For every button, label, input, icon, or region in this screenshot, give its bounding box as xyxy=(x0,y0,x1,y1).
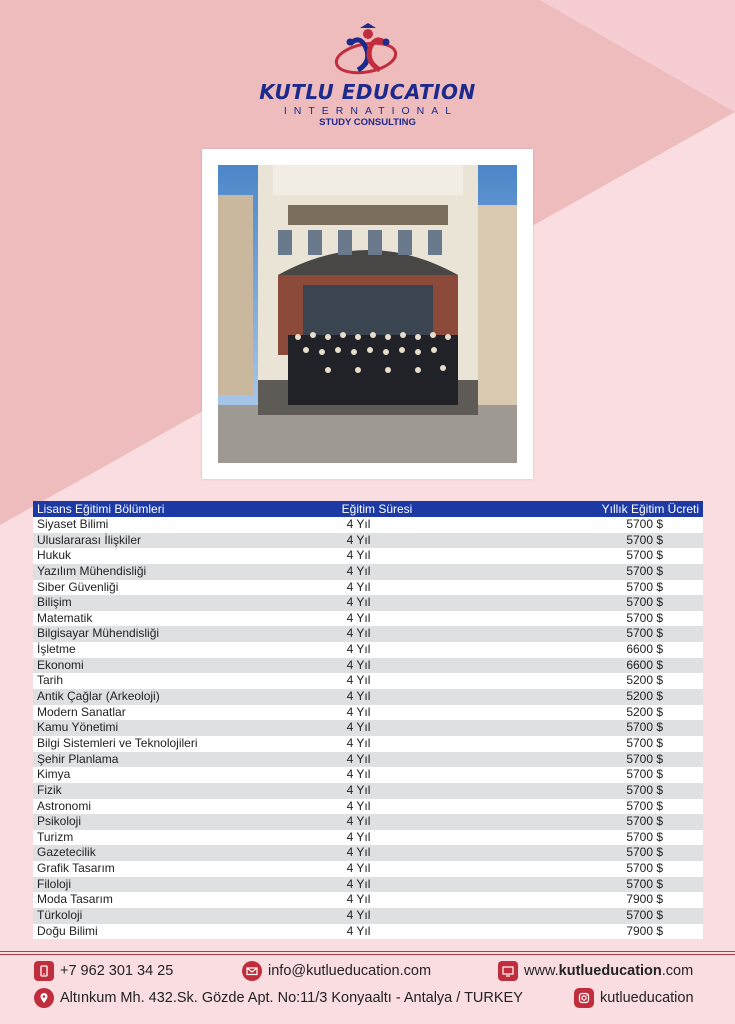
address-text: Altınkum Mh. 432.Sk. Gözde Apt. No:11/3 Konyaaltı - Antalya / TURKEY xyxy=(60,990,523,1006)
table-row xyxy=(33,845,703,861)
instagram-icon xyxy=(574,988,594,1008)
program-name: Türkoloji xyxy=(37,908,83,923)
website-prefix: www. xyxy=(524,963,559,979)
program-name: Uluslararası İlişkiler xyxy=(37,532,142,547)
program-name: Bilgisayar Mühendisliği xyxy=(37,626,160,641)
fee: 5700 $ xyxy=(626,532,664,547)
footer-phone[interactable] xyxy=(34,961,173,981)
duration: 4 Yıl xyxy=(346,610,371,625)
duration: 4 Yıl xyxy=(346,626,371,641)
program-name: Tarih xyxy=(37,673,64,688)
duration: 4 Yıl xyxy=(346,876,371,891)
location-icon xyxy=(34,988,54,1008)
table-row xyxy=(33,720,703,736)
fee: 5700 $ xyxy=(626,876,664,891)
web-icon xyxy=(498,961,518,981)
program-name: Yazılım Mühendisliği xyxy=(37,563,147,578)
program-name: Gazetecilik xyxy=(37,845,96,860)
fee: 5700 $ xyxy=(626,548,664,563)
program-name: Bilişim xyxy=(37,595,72,610)
header-program: Lisans Eğitimi Bölümleri xyxy=(37,502,165,516)
photo-frame xyxy=(202,149,533,479)
table-row xyxy=(33,861,703,877)
program-name: Turizm xyxy=(37,829,74,844)
table-row xyxy=(33,673,703,689)
duration: 4 Yıl xyxy=(346,657,371,672)
program-name: Kamu Yönetimi xyxy=(37,720,119,735)
duration: 4 Yıl xyxy=(346,548,371,563)
table-row xyxy=(33,908,703,924)
instagram-handle: kutlueducation xyxy=(600,990,694,1006)
table-row xyxy=(33,830,703,846)
duration: 4 Yıl xyxy=(346,735,371,750)
fee: 5700 $ xyxy=(626,767,664,782)
footer-email[interactable] xyxy=(242,961,431,981)
brand-sub1: INTERNATIONAL xyxy=(283,105,459,117)
university-building-photo xyxy=(218,165,517,463)
duration: 4 Yıl xyxy=(346,595,371,610)
program-name: Şehir Planlama xyxy=(37,751,119,766)
fee: 6600 $ xyxy=(626,657,664,672)
program-name: Astronomi xyxy=(37,798,92,813)
website-suffix: .com xyxy=(661,963,694,979)
table-row xyxy=(33,548,703,564)
program-name: Kimya xyxy=(37,767,71,782)
header-duration: Eğitim Süresi xyxy=(341,502,413,516)
table-row xyxy=(33,564,703,580)
duration: 4 Yıl xyxy=(346,579,371,594)
fee: 7900 $ xyxy=(626,923,664,938)
program-name: Fizik xyxy=(37,782,62,797)
program-name: Bilgi Sistemleri ve Teknolojileri xyxy=(37,735,198,750)
table-row xyxy=(33,517,703,533)
program-name: Psikoloji xyxy=(37,814,82,829)
brand-block xyxy=(0,80,735,128)
program-name: Doğu Bilimi xyxy=(37,923,98,938)
fee: 5200 $ xyxy=(626,704,664,719)
duration: 4 Yıl xyxy=(346,798,371,813)
table-row xyxy=(33,736,703,752)
brand-sub2: STUDY CONSULTING xyxy=(319,117,416,128)
duration: 4 Yıl xyxy=(346,814,371,829)
fee: 5700 $ xyxy=(626,563,664,578)
fee: 5700 $ xyxy=(626,829,664,844)
programs-table xyxy=(33,501,703,939)
duration: 4 Yıl xyxy=(346,782,371,797)
program-name: Grafik Tasarım xyxy=(37,861,115,876)
table-row xyxy=(33,892,703,908)
fee: 5700 $ xyxy=(626,517,664,531)
table-row xyxy=(33,580,703,596)
phone-number: +7 962 301 34 25 xyxy=(60,963,174,979)
program-name: Matematik xyxy=(37,610,93,625)
fee: 5200 $ xyxy=(626,673,664,688)
fee: 6600 $ xyxy=(626,642,664,657)
fee: 5700 $ xyxy=(626,814,664,829)
duration: 4 Yıl xyxy=(346,532,371,547)
table-row xyxy=(33,533,703,549)
table-row xyxy=(33,752,703,768)
phone-icon xyxy=(34,961,54,981)
fee: 5700 $ xyxy=(626,845,664,860)
duration: 4 Yıl xyxy=(346,642,371,657)
table-row xyxy=(33,705,703,721)
fee: 5700 $ xyxy=(626,720,664,735)
duration: 4 Yıl xyxy=(346,517,371,531)
fee: 5700 $ xyxy=(626,610,664,625)
table-row xyxy=(33,689,703,705)
fee: 5700 $ xyxy=(626,579,664,594)
duration: 4 Yıl xyxy=(346,751,371,766)
table-header xyxy=(33,501,703,517)
email-address: info@kutlueducation.com xyxy=(268,963,432,979)
mail-icon xyxy=(242,961,262,981)
duration: 4 Yıl xyxy=(346,923,371,938)
duration: 4 Yıl xyxy=(346,861,371,876)
duration: 4 Yıl xyxy=(346,563,371,578)
table-row xyxy=(33,814,703,830)
fee: 5700 $ xyxy=(626,595,664,610)
website-domain: kutlueducation xyxy=(558,963,662,979)
duration: 4 Yıl xyxy=(346,767,371,782)
header-fee: Yıllık Eğitim Ücreti xyxy=(601,502,699,516)
fee: 7900 $ xyxy=(626,892,664,907)
duration: 4 Yıl xyxy=(346,829,371,844)
fee: 5700 $ xyxy=(626,908,664,923)
fee: 5200 $ xyxy=(626,689,664,704)
footer-instagram[interactable] xyxy=(574,988,694,1008)
fee: 5700 $ xyxy=(626,782,664,797)
duration: 4 Yıl xyxy=(346,704,371,719)
footer-address xyxy=(34,988,523,1008)
program-name: Siber Güvenliği xyxy=(37,579,119,594)
table-row xyxy=(33,924,703,940)
program-name: Ekonomi xyxy=(37,657,84,672)
table-row xyxy=(33,799,703,815)
table-row xyxy=(33,658,703,674)
table-row xyxy=(33,642,703,658)
program-name: İşletme xyxy=(37,642,76,657)
table-row xyxy=(33,611,703,627)
table-row xyxy=(33,595,703,611)
fee: 5700 $ xyxy=(626,626,664,641)
table-row xyxy=(33,767,703,783)
duration: 4 Yıl xyxy=(346,845,371,860)
duration: 4 Yıl xyxy=(346,720,371,735)
fee: 5700 $ xyxy=(626,751,664,766)
program-name: Modern Sanatlar xyxy=(37,704,126,719)
fee: 5700 $ xyxy=(626,861,664,876)
program-name: Siyaset Bilimi xyxy=(37,517,109,531)
brand-name: KUTLU EDUCATION xyxy=(259,80,476,104)
duration: 4 Yıl xyxy=(346,908,371,923)
duration: 4 Yıl xyxy=(346,673,371,688)
table-row xyxy=(33,626,703,642)
fee: 5700 $ xyxy=(626,735,664,750)
table-row xyxy=(33,783,703,799)
footer-divider-bottom xyxy=(0,954,735,955)
program-name: Antik Çağlar (Arkeoloji) xyxy=(37,689,160,704)
footer-divider-top xyxy=(0,951,735,952)
program-name: Filoloji xyxy=(37,876,72,891)
program-name: Hukuk xyxy=(37,548,72,563)
duration: 4 Yıl xyxy=(346,892,371,907)
program-name: Moda Tasarım xyxy=(37,892,113,907)
duration: 4 Yıl xyxy=(346,689,371,704)
table-row xyxy=(33,877,703,893)
footer-website[interactable] xyxy=(498,961,693,981)
fee: 5700 $ xyxy=(626,798,664,813)
